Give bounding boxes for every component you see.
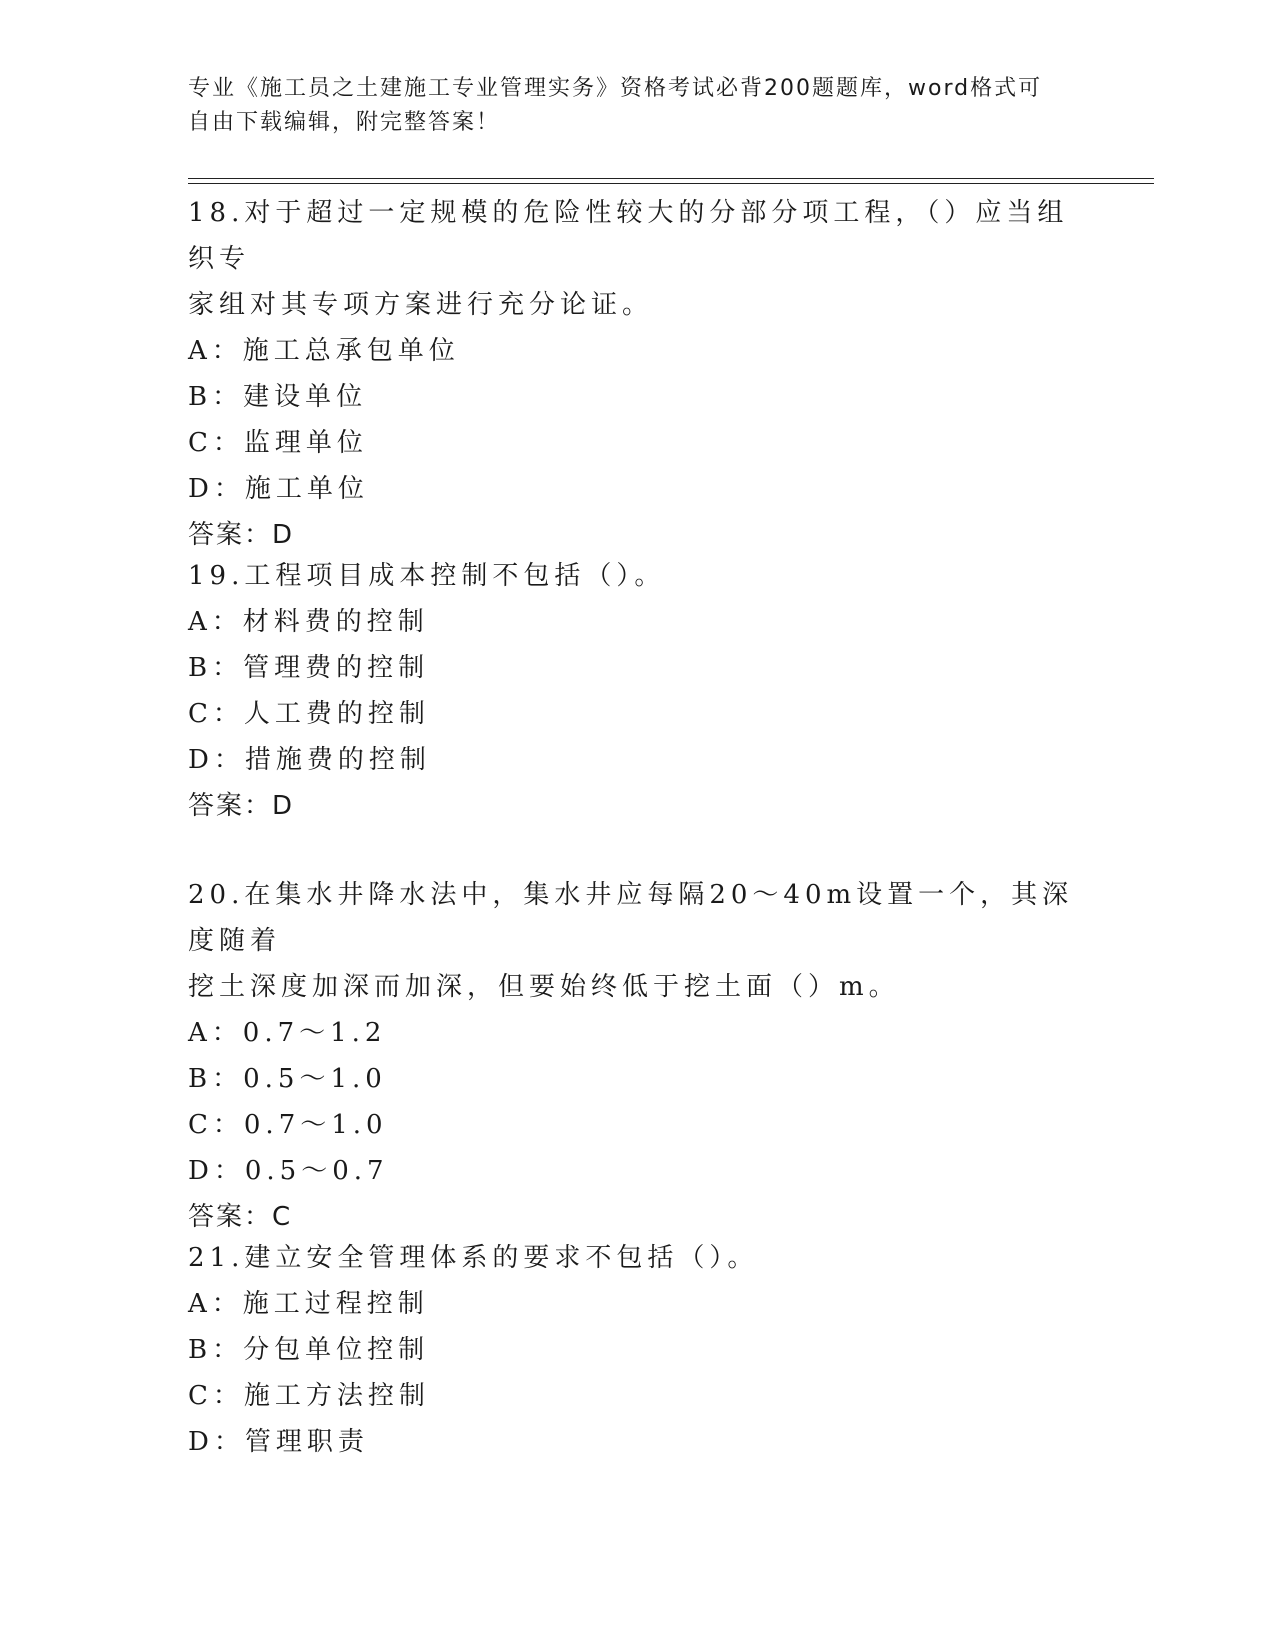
question-stem-line: 家组对其专项方案进行充分论证。 <box>188 290 654 320</box>
option-a: A：材料费的控制 <box>188 607 429 637</box>
option-b: B：管理费的控制 <box>188 653 430 683</box>
question-stem-line: 20.在集水井降水法中，集水井应每隔20～40m设置一个，其深度随着 <box>188 880 1074 956</box>
option-c: C：人工费的控制 <box>188 699 430 729</box>
question-stem-line: 挖土深度加深而加深，但要始终低于挖土面（）m。 <box>188 972 900 1002</box>
header-divider-bottom <box>188 183 1154 184</box>
option-b: B：分包单位控制 <box>188 1335 430 1365</box>
option-d: D：管理职责 <box>188 1427 369 1457</box>
option-d: D：施工单位 <box>188 474 369 504</box>
option-a: A：施工过程控制 <box>188 1289 429 1319</box>
header-line-2: 自由下载编辑，附完整答案！ <box>188 110 501 135</box>
option-c: C：施工方法控制 <box>188 1381 430 1411</box>
header-line-1: 专业《施工员之土建施工专业管理实务》资格考试必背200题题库，word格式可 <box>188 76 1043 101</box>
question-stem-line: 21.建立安全管理体系的要求不包括（）。 <box>188 1243 759 1273</box>
question-stem-line: 18.对于超过一定规模的危险性较大的分部分项工程，（）应当组织专 <box>188 198 1069 274</box>
option-d: D：0.5～0.7 <box>188 1156 389 1186</box>
answer: 答案：D <box>188 791 295 821</box>
question-stem-line: 19.工程项目成本控制不包括（）。 <box>188 561 666 591</box>
option-d: D：措施费的控制 <box>188 745 431 775</box>
header-divider-top <box>188 178 1154 179</box>
option-b: B：0.5～1.0 <box>188 1064 387 1094</box>
option-c: C：0.7～1.0 <box>188 1110 388 1140</box>
option-a: A：施工总承包单位 <box>188 336 460 366</box>
option-b: B：建设单位 <box>188 382 368 412</box>
question-18 <box>188 190 1088 558</box>
document-header <box>188 72 1088 140</box>
question-20 <box>188 872 1088 1240</box>
question-21 <box>188 1235 1088 1465</box>
answer: 答案：C <box>188 1202 293 1232</box>
question-19 <box>188 553 1088 829</box>
answer: 答案：D <box>188 520 295 550</box>
option-a: A：0.7～1.2 <box>188 1018 387 1048</box>
option-c: C：监理单位 <box>188 428 368 458</box>
